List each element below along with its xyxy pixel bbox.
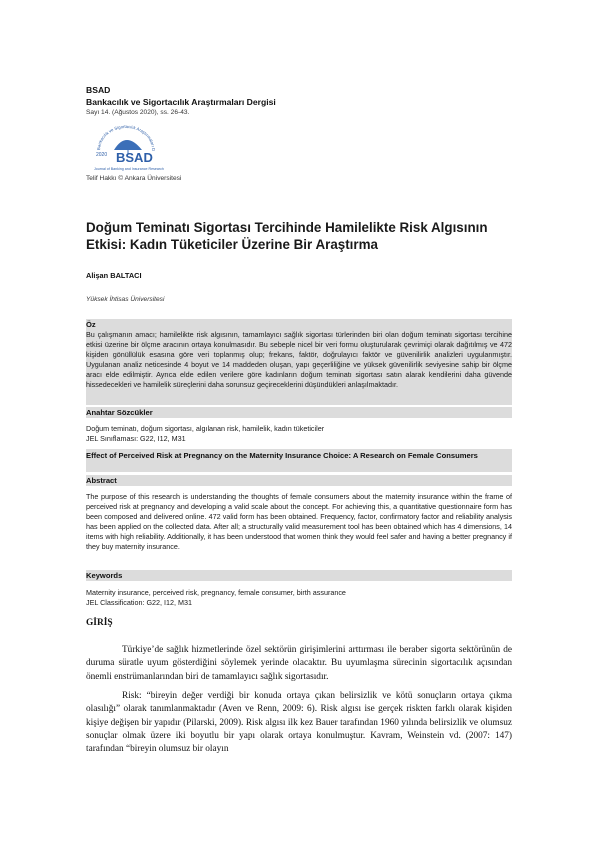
- logo-caption: Journal of Banking and Insurance Research: [94, 167, 164, 171]
- abstract-box: [86, 319, 512, 607]
- issue-info: Sayı 14. (Ağustos 2020), ss. 26-43.: [86, 109, 190, 116]
- logo-arc-text: Bankacılık ve Sigortacılık Araştırmaları D: [95, 123, 157, 152]
- keywords-en: Maternity insurance, perceived risk, pregnancy, female consumer, birth assurance: [86, 588, 346, 597]
- keywords-en-band: [86, 570, 512, 581]
- jel-en: JEL Classification: G22, I12, M31: [86, 598, 192, 607]
- author-affiliation: Yüksek İhtisas Üniversitesi: [86, 296, 165, 303]
- logo-year: 2020: [96, 152, 108, 158]
- article-title: Doğum Teminatı Sigortası Tercihinde Hamilelikte Risk Algısının Etkisi: Kadın Tüketiciler Üzerine Bir Araştırma: [86, 220, 488, 252]
- oz-text: Bu çalışmanın amacı; hamilelikte risk algısının, tamamlayıcı sağlık sigortası türlerinden biri olan doğum teminatı sigortası tercihine etkisi üzerine bir ölçme aracının ortaya konulmasıdır. Bu sebeple nicel bir veri formu oluşturularak çevrimiçi olarak dağıtılmış ve 472 kişiden gönüllülük esasına göre veri toplanmış olup; frekans, faktör, doğrulayıcı faktör ve güvenilirlik analizleri uygulanmıştır. Uygulanan analiz neticesinde 4 boyut ve 14 maddeden oluşan, yapı geçerliliğine ve yüksek güvenilirlik seviyesine sahip bir ölçme aracı elde edilmiştir. Ayrıca elde edilen verilere göre kadınların doğum teminatı sigortası satın alarak kendilerini daha güvende hissedecekleri ve hamilelik süreçlerini daha sorunsuz geçireceklerini düşündükleri anlaşılmaktadır.: [86, 330, 512, 389]
- abstract-band: [86, 475, 512, 486]
- journal-name: Bankacılık ve Sigortacılık Araştırmaları Dergisi: [86, 97, 276, 107]
- copyright-line: Telif Hakkı © Ankara Üniversitesi: [86, 175, 182, 182]
- oz-heading: Öz: [86, 320, 96, 329]
- body-paragraph-2: [86, 690, 512, 756]
- body-paragraph-1: [86, 644, 512, 684]
- journal-logo: [86, 120, 186, 172]
- logo-text: BSAD: [116, 150, 153, 165]
- author-name: Alişan BALTACI: [86, 271, 142, 280]
- journal-abbreviation: BSAD: [86, 85, 111, 95]
- body-paragraph-2-text: Risk: “bireyin değer verdiği bir konuda ortaya çıkan belirsizlik ve kötü sonuçların ortaya çıkma olasılığı” olarak tanımlanmaktadır (Aven ve Renn, 2009: 6). Risk algısı ise gerçek riskten farklı olarak kişiden kişiye değişen bir yapıdır (Pilarski, 2009). Risk algısı ilk kez Bauer tarafından 1960 yılında belirsizlik ve olumsuz sonuçlar olmak üzere iki boyutlu bir yapı olarak ortaya konulmuştur. Kavram, Weinstein vd. (2007: 147) tarafından “bireyin olumsuz bir olayın: [86, 691, 512, 755]
- jel-tr: JEL Sınıflaması: G22, I12, M31: [86, 434, 186, 443]
- abstract-heading: Abstract: [86, 476, 117, 485]
- keywords-tr-heading: Anahtar Sözcükler: [86, 408, 153, 417]
- keywords-tr: Doğum teminatı, doğum sigortası, algılanan risk, hamilelik, kadın tüketiciler: [86, 424, 325, 433]
- section-heading-giris: GİRİŞ: [86, 618, 113, 628]
- abstract-text: The purpose of this research is understanding the thoughts of female consumers about the maternity insurance within the frame of perceived risk at pregnancy and developing a valid scale about the concept. For achieving this, a quantitative questionnaire form has been composed and delivered online. 472 valid form has been obtained. Frequency, factor, confirmatory factor and reliability analysis has been applied on the collected data. After all; a structurally valid measurement tool has been obtained which has 4 dimensions, 14 items with high reliability. Additionally, it has been understood that women think they would feel safer and having a better pregnancy if they buy maternity insurance.: [86, 492, 512, 551]
- english-title: Effect of Perceived Risk at Pregnancy on the Maternity Insurance Choice: A Research on Female Consumers: [86, 451, 478, 460]
- keywords-en-heading: Keywords: [86, 571, 123, 580]
- body-paragraph-1-text: Türkiye’de sağlık hizmetlerinde özel sektörün girişimlerini arttırması ile beraber sigorta sektörünün de duruma süratle uyum gösterdiğini söylemek yerinde olacaktır. Bu uyumlaşma sürecinin sigortacılık açısından önemli enstrümanlarından biri de tamamlayıcı sağlık sigortasıdır.: [86, 645, 512, 682]
